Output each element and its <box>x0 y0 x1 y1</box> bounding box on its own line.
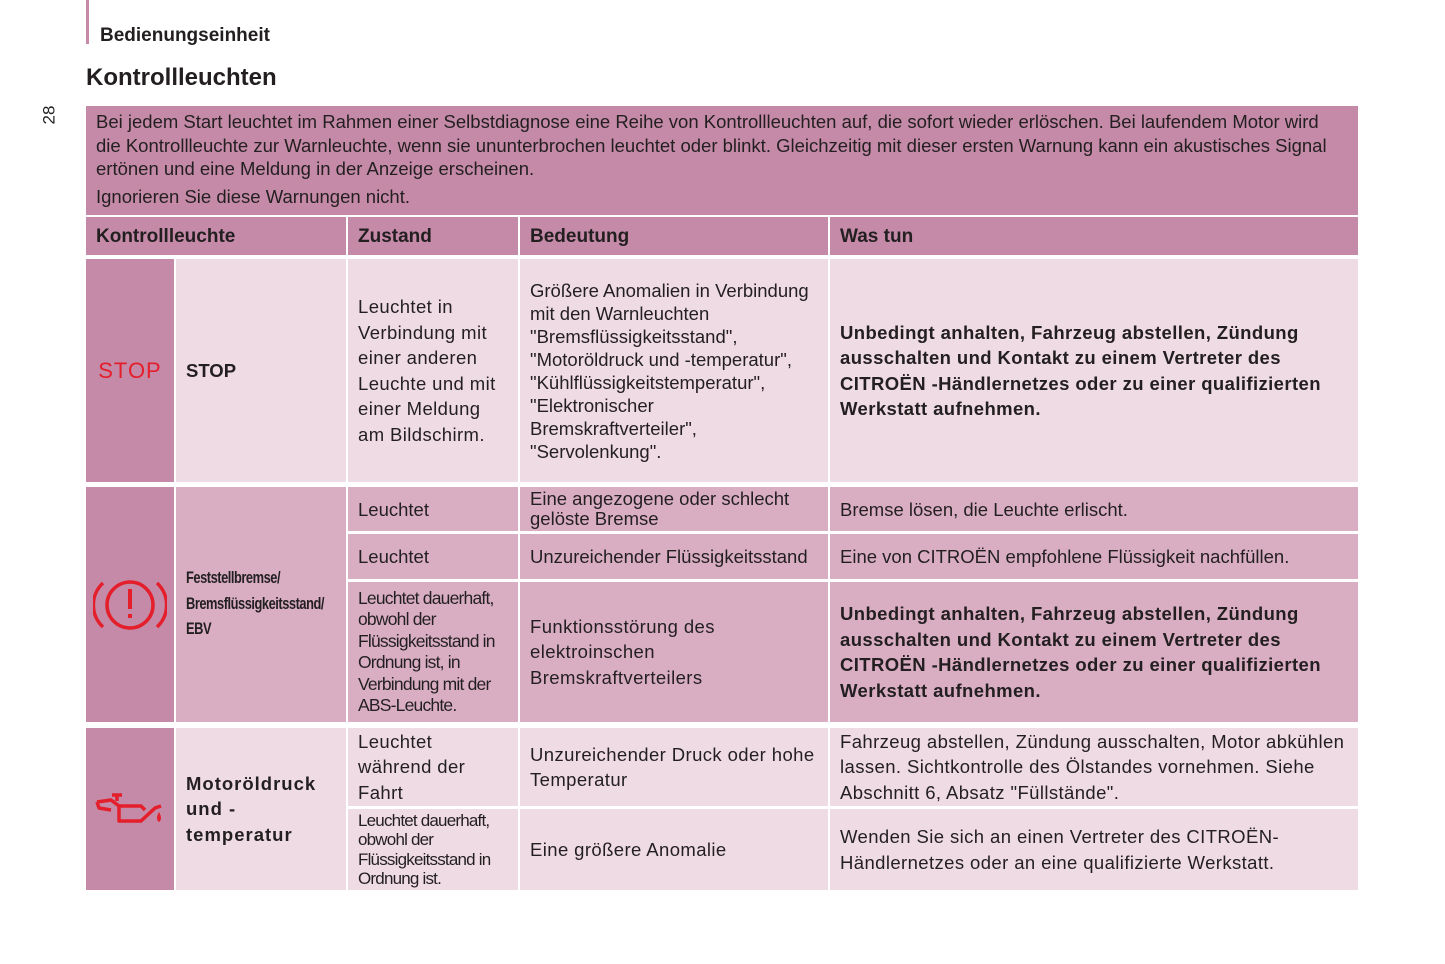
page-number: 28 <box>39 105 59 125</box>
brake-zustand-3: Leuchtet dauerhaft, obwohl der Flüssigkeitsstand in Ordnung ist, in Verbindung mit der ABS-Leuchte. <box>348 582 518 722</box>
oil-pressure-icon <box>86 728 174 890</box>
stop-name: STOP <box>176 259 346 482</box>
brake-warning-icon <box>86 487 174 722</box>
stop-was-tun: Unbedingt anhalten, Fahrzeug abstellen, Zündung ausschalten und Kontakt zu einem Vertreter des CITROËN -Händlernetzes oder zu einer qualifizierten Werkstatt aufnehmen. <box>830 259 1358 482</box>
col-header-was-tun: Was tun <box>830 217 1358 255</box>
oil-bedeutung-1: Unzureichender Druck oder hohe Temperatur <box>520 728 828 806</box>
intro-warning: Ignorieren Sie diese Warnungen nicht. <box>96 185 411 207</box>
brake-zustand-1: Leuchtet <box>348 487 518 531</box>
stop-icon <box>86 259 174 482</box>
oil-name: Motoröldruck und - temperatur <box>176 728 346 890</box>
brake-bedeutung-1: Eine angezogene oder schlecht gelöste Bremse <box>520 487 828 531</box>
page-title: Kontrollleuchten <box>86 64 277 91</box>
section-title: Bedienungseinheit <box>100 25 270 46</box>
brake-was-tun-3: Unbedingt anhalten, Fahrzeug abstellen, Zündung ausschalten und Kontakt zu einem Vertreter des CITROËN -Händlernetzes oder zu einer qualifizierten Werkstatt aufnehmen. <box>830 582 1358 722</box>
oil-was-tun-2: Wenden Sie sich an einen Vertreter des CITROËN-Händlernetzes oder an eine qualifizierte Werkstatt. <box>830 809 1358 890</box>
col-header-kontrollleuchte: Kontrollleuchte <box>86 217 346 255</box>
intro-paragraph: Bei jedem Start leuchtet im Rahmen einer Selbstdiagnose eine Reihe von Kontrollleuchten auf, die sofort wieder erlöschen. Bei laufendem Motor wird die Kontrollleuchte zur Warnleuchte, wenn sie ununterbrochen leuchtet oder blinkt. Gleichzeitig mit dieser ersten Warnung kann ein akustisches Signal ertönen und eine Meldung in der Anzeige erscheinen. <box>96 111 1327 179</box>
brake-bedeutung-3: Funktionsstörung des elektroinschen Bremskraftverteilers <box>520 582 828 722</box>
oil-zustand-1: Leuchtet während der Fahrt <box>348 728 518 806</box>
stop-zustand: Leuchtet in Verbindung mit einer anderen Leuchte und mit einer Meldung am Bildschirm. <box>348 259 518 482</box>
col-header-bedeutung: Bedeutung <box>520 217 828 255</box>
brake-zustand-2: Leuchtet <box>348 534 518 579</box>
stop-bedeutung: Größere Anomalien in Verbindung mit den Warnleuchten "Bremsflüssigkeitsstand", "Motoröldruck und -temperatur", "Kühlflüssigkeitstemperatur", "Elektronischer Bremskraftverteiler", "Servolenkung". <box>520 259 828 482</box>
brake-bedeutung-2: Unzureichender Flüssigkeitsstand <box>520 534 828 579</box>
oil-was-tun-1: Fahrzeug abstellen, Zündung ausschalten, Motor abkühlen lassen. Sichtkontrolle des Ölstandes vornehmen. Siehe Abschnitt 6, Absatz "Füllstände". <box>830 728 1358 806</box>
brake-name: Feststellbremse/ Bremsflüssigkeitsstand/ EBV <box>186 569 325 639</box>
oil-bedeutung-2: Eine größere Anomalie <box>520 809 828 890</box>
intro-box <box>86 106 1358 215</box>
brake-was-tun-2: Eine von CITROËN empfohlene Flüssigkeit nachfüllen. <box>830 534 1358 579</box>
section-marker <box>86 0 89 44</box>
brake-name-cell <box>176 487 346 722</box>
brake-was-tun-1: Bremse lösen, die Leuchte erlischt. <box>830 487 1358 531</box>
oil-zustand-2: Leuchtet dauerhaft, obwohl der Flüssigkeitsstand in Ordnung ist. <box>348 809 518 890</box>
stop-icon-label: STOP <box>98 358 162 383</box>
col-header-zustand: Zustand <box>348 217 518 255</box>
